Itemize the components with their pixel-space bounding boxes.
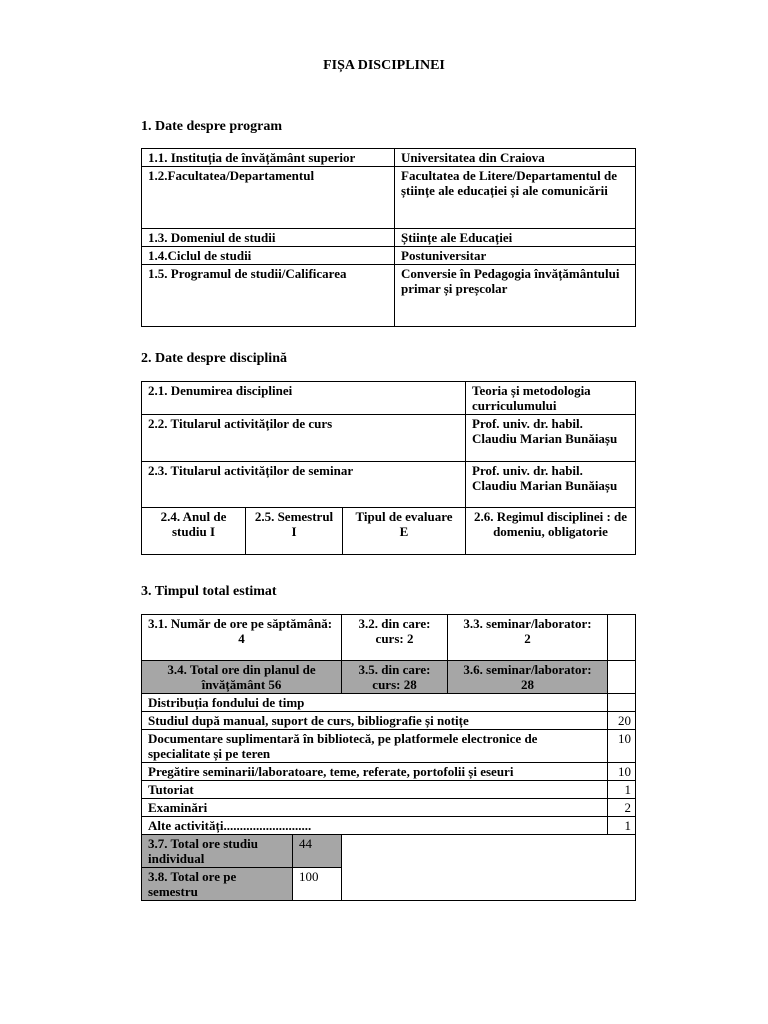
tip-evaluare <box>343 508 466 555</box>
table-row <box>142 229 636 247</box>
total-studiu-label: 3.7. Total ore studiu individual <box>142 835 293 868</box>
table-row <box>142 730 636 763</box>
table-row <box>142 247 636 265</box>
table-row <box>142 415 636 462</box>
distributie-heading: Distribuția fondului de timp <box>142 694 608 712</box>
activity-hours: 1 <box>608 817 636 835</box>
activity-hours: 20 <box>608 712 636 730</box>
total-semestru-value: 100 <box>293 868 342 901</box>
activity-label: Alte activități........................... <box>142 817 608 835</box>
seminar-saptamana-value: 2 <box>524 631 531 646</box>
curs-value: Prof. univ. dr. habil. Claudiu Marian Bunăiașu <box>466 415 636 462</box>
denumire-value: Teoria și metodologia curriculumului <box>466 382 636 415</box>
total-ore-plan: 3.4. Total ore din planul de învățământ 56 <box>142 661 342 694</box>
table-row <box>142 817 636 835</box>
semestru: 2.5. Semestrul I <box>246 508 343 555</box>
table-row <box>142 835 636 868</box>
activity-hours: 2 <box>608 799 636 817</box>
program-table <box>141 148 636 327</box>
curs-saptamana: 3.2. din care: curs: 2 <box>342 615 448 661</box>
table-row <box>142 712 636 730</box>
activity-label: Documentare suplimentară în bibliotecă, pe platformele electronice de specialitate și pe teren <box>142 730 608 763</box>
seminar-saptamana <box>448 615 608 661</box>
table-row <box>142 382 636 415</box>
seminar-total-value: 28 <box>521 677 535 692</box>
table-row <box>142 763 636 781</box>
row-label: 1.1. Instituția de învățământ superior <box>142 149 395 167</box>
activity-label: Pregătire seminarii/laboratoare, teme, referate, portofolii și eseuri <box>142 763 608 781</box>
empty-cell <box>608 661 636 694</box>
seminar-label: 2.3. Titularul activităților de seminar <box>142 462 466 508</box>
table-row <box>142 661 636 694</box>
seminar-total-label: 3.6. seminar/laborator: <box>463 662 592 677</box>
row-label: 1.5. Programul de studii/Calificarea <box>142 265 395 327</box>
regim-disciplina: 2.6. Regimul disciplinei : de domeniu, obligatorie <box>466 508 636 555</box>
empty-cell <box>608 615 636 661</box>
denumire-label: 2.1. Denumirea disciplinei <box>142 382 466 415</box>
row-label: 1.4.Ciclul de studii <box>142 247 395 265</box>
total-studiu-value: 44 <box>293 835 342 868</box>
curs-label: 2.2. Titularul activităților de curs <box>142 415 466 462</box>
row-value: Științe ale Educației <box>395 229 636 247</box>
row-value: Conversie în Pedagogia învățământului primar și preșcolar <box>395 265 636 327</box>
row-label: 1.3. Domeniul de studii <box>142 229 395 247</box>
ore-saptamana <box>142 615 342 661</box>
table-row <box>142 799 636 817</box>
evaluare-label: Tipul de evaluare <box>355 509 453 524</box>
table-row <box>142 781 636 799</box>
table-row <box>142 615 636 661</box>
activity-hours: 10 <box>608 763 636 781</box>
seminar-value: Prof. univ. dr. habil. Claudiu Marian Bunăiașu <box>466 462 636 508</box>
ore-saptamana-value: 4 <box>238 631 245 646</box>
row-label: 1.2.Facultatea/Departamentul <box>142 167 395 229</box>
table-row <box>142 508 636 555</box>
empty-cell <box>608 694 636 712</box>
empty-block <box>342 835 636 901</box>
table-row <box>142 265 636 327</box>
table-row <box>142 167 636 229</box>
activity-hours: 10 <box>608 730 636 763</box>
activity-label: Studiul după manual, suport de curs, bibliografie și notițe <box>142 712 608 730</box>
row-value: Postuniversitar <box>395 247 636 265</box>
discipline-table <box>141 381 636 555</box>
activity-hours: 1 <box>608 781 636 799</box>
table-row <box>142 149 636 167</box>
activity-label: Tutoriat <box>142 781 608 799</box>
seminar-saptamana-label: 3.3. seminar/laborator: <box>463 616 592 631</box>
document-title: FIȘA DISCIPLINEI <box>323 58 445 73</box>
section-2-heading: 2. Date despre disciplină <box>141 351 287 366</box>
evaluare-value: E <box>399 524 409 539</box>
table-row <box>142 462 636 508</box>
table-row <box>142 694 636 712</box>
section-3-heading: 3. Timpul total estimat <box>141 584 277 599</box>
row-value: Universitatea din Craiova <box>395 149 636 167</box>
curs-total: 3.5. din care: curs: 28 <box>342 661 448 694</box>
total-semestru-label: 3.8. Total ore pe semestru <box>142 868 293 901</box>
section-1-heading: 1. Date despre program <box>141 119 283 134</box>
activity-label: Examinări <box>142 799 608 817</box>
ore-saptamana-label: 3.1. Număr de ore pe săptămână: <box>148 616 333 631</box>
time-table <box>141 614 636 901</box>
an-studiu: 2.4. Anul de studiu I <box>142 508 246 555</box>
row-value: Facultatea de Litere/Departamentul de științe ale educației și ale comunicării <box>395 167 636 229</box>
seminar-total <box>448 661 608 694</box>
